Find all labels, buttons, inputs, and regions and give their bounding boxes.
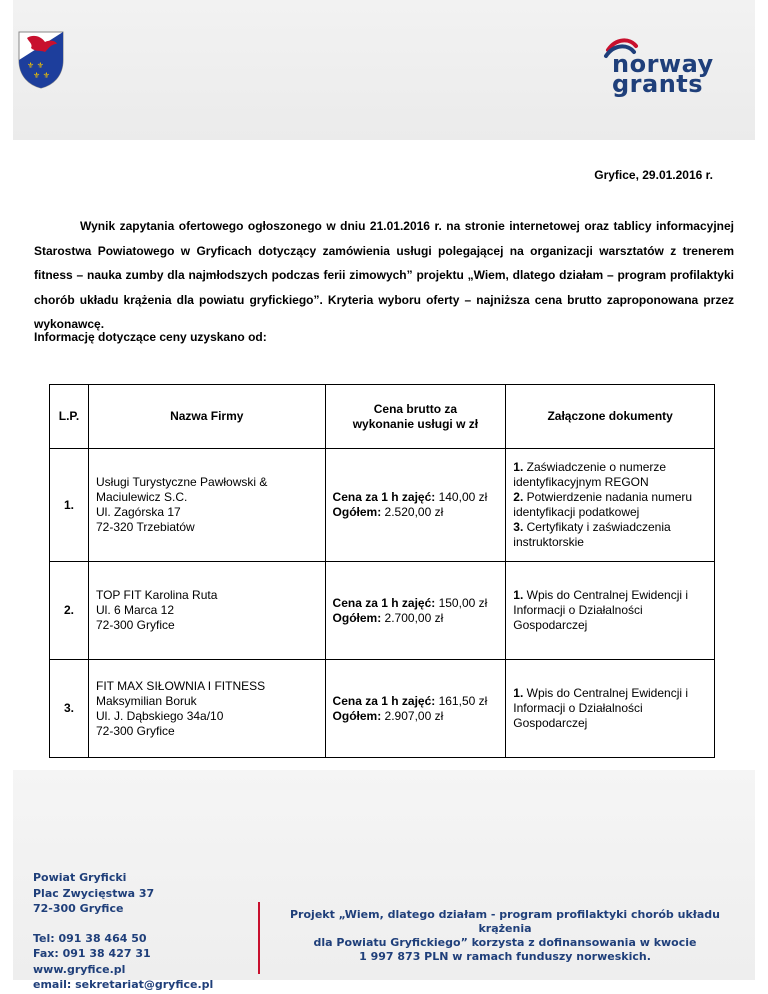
firm-line: Ul. 6 Marca 12 [95,603,175,617]
intro-text [34,214,734,337]
contact-street: Plac Zwycięstwa 37 [33,886,155,900]
doc-number: 1. [513,686,524,700]
project-line: 1 997 873 PLN w ramach funduszy norweskich. [359,950,651,963]
doc-text: Wpis do Centralnej Ewidencji i Informacji o Działalności Gospodarczej [513,686,689,730]
row-lp: 2. [50,562,89,660]
row-docs [506,449,715,562]
row-lp: 3. [50,660,89,758]
info-line: Informację dotyczące ceny uzyskano od: [34,330,267,344]
project-info [270,908,740,964]
price-hour-value: 140,00 zł [435,490,488,504]
row-lp: 1. [50,449,89,562]
table-header-row [50,385,715,449]
contact-www[interactable]: www.gryfice.pl [33,962,126,976]
header-price: Cena brutto za wykonanie usługi w zł [325,385,506,449]
firm-line: Ul. J. Dąbskiego 34a/10 [95,708,224,723]
table-row [50,562,715,660]
firm-line: 72-300 Gryfice [95,723,175,738]
header-docs: Załączone dokumenty [506,385,715,449]
svg-text:⚜ ⚜: ⚜ ⚜ [27,61,44,70]
contact-email[interactable]: email: sekretariat@gryfice.pl [33,978,214,991]
footer-divider [258,902,260,974]
total-label: Ogółem: [332,610,382,625]
header-firm: Nazwa Firmy [88,385,325,449]
firm-line: Ul. Zagórska 17 [95,505,181,519]
logo-line-grants: grants [612,70,704,98]
total-label: Ogółem: [332,505,382,519]
table-row [50,660,715,758]
logo-line-norway: norway [612,50,714,78]
firm-line: Maciulewicz S.C. [95,490,188,504]
place-date: Gryfice, 29.01.2016 r. [594,168,713,182]
project-line: dla Powiatu Gryfickiego” korzysta z dofinansowania w kwocie [313,936,697,949]
contact-name: Powiat Gryficki [33,871,127,884]
table-row [50,449,715,562]
total-value: 2.700,00 zł [381,610,444,625]
firm-line: FIT MAX SIŁOWNIA I FITNESS [95,678,266,693]
contact-city: 72-300 Gryfice [33,902,124,915]
row-price [325,562,506,660]
contact-fax: Fax: 091 38 427 31 [33,947,151,960]
row-firm [88,562,325,660]
total-value: 2.520,00 zł [381,505,444,519]
contact-tel: Tel: 091 38 464 50 [33,931,147,945]
doc-number: 2. [513,490,524,504]
doc-text: Wpis do Centralnej Ewidencji i Informacji o Działalności Gospodarczej [513,588,689,632]
doc-text: Certyfikaty i zaświadczenia instruktorskie [513,520,671,549]
coat-of-arms-icon [15,30,67,90]
offers-table [49,384,715,758]
doc-number: 3. [513,520,524,534]
doc-text: Potwierdzenie nadania numeru identyfikacji podatkowej [513,490,693,519]
row-docs [506,660,715,758]
norway-grants-wordmark [612,50,714,98]
row-price [325,660,506,758]
doc-number: 1. [513,588,524,602]
price-hour-value: 161,50 zł [435,693,488,708]
total-label: Ogółem: [332,708,382,723]
row-firm [88,449,325,562]
price-hour-value: 150,00 zł [435,595,488,610]
firm-line: TOP FIT Karolina Ruta [95,588,218,602]
row-price [325,449,506,562]
firm-line: Usługi Turystyczne Pawłowski & [95,475,268,489]
total-value: 2.907,00 zł [381,708,444,723]
contact-block [33,870,213,993]
header-lp: L.P. [50,385,89,449]
row-firm [88,660,325,758]
intro-paragraph: Wynik zapytania ofertowego ogłoszonego w dniu 21.01.2016 r. na stronie internetowej oraz tablicy informacyjnej Starostwa Powiatowego w Gryficach dotyczący zamówienia usługi polegającej na organizacji warsztatów z trenerem fitness – nauka zumby dla najmłodszych podczas ferii zimowych” projektu „Wiem, dlatego działam – program profilaktyki chorób układu krążenia dla powiatu gryfickiego”. Kryteria wyboru oferty – najniższa cena brutto zaproponowana przez wykonawcę. [34,219,734,331]
firm-line: 72-300 Gryfice [95,618,175,632]
price-hour-label: Cena za 1 h zajęć: [332,595,436,610]
svg-text:⚜ ⚜: ⚜ ⚜ [33,71,50,80]
price-hour-label: Cena za 1 h zajęć: [332,693,436,708]
firm-line: Maksymilian Boruk [95,693,197,708]
row-docs [506,562,715,660]
price-hour-label: Cena za 1 h zajęć: [332,490,436,504]
doc-text: Zaświadczenie o numerze identyfikacyjnym REGON [513,460,667,489]
project-line: Projekt „Wiem, dlatego działam - program profilaktyki chorób układu krążenia [290,908,720,935]
doc-number: 1. [513,460,524,474]
firm-line: 72-320 Trzebiatów [95,520,195,534]
